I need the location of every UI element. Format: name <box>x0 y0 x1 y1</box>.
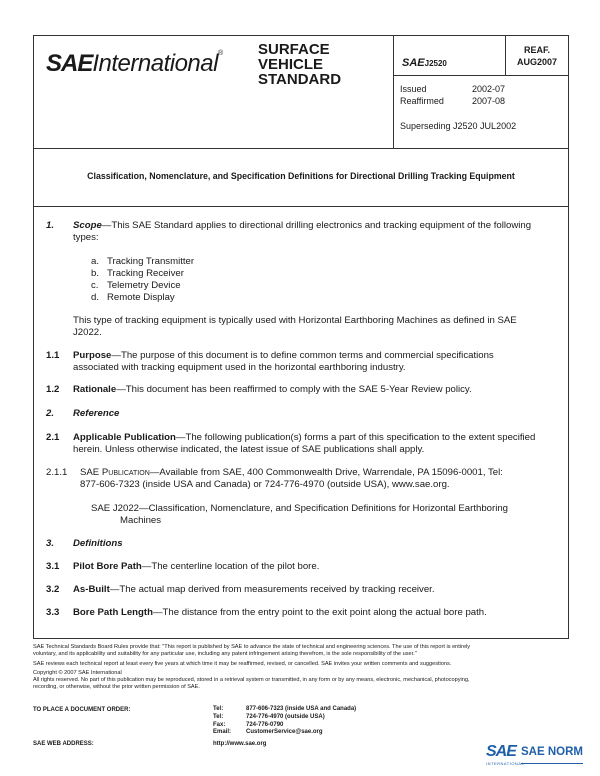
contact-row[interactable] <box>213 729 356 737</box>
s31-definition <box>73 561 319 573</box>
issued-label: Issued <box>400 84 427 94</box>
list-item <box>91 280 194 292</box>
contact-label: Tel: <box>213 706 224 712</box>
superseding: Superseding J2520 JUL2002 <box>400 121 517 131</box>
sae-norm-badge <box>486 743 590 773</box>
s33-definition <box>73 607 487 619</box>
s32-number: 3.2 <box>46 584 60 595</box>
logo-sae: SAE <box>46 50 93 77</box>
footer-legal <box>33 644 573 691</box>
title-bottom-rule <box>33 206 569 207</box>
reaffirmed-value: 2007-08 <box>472 96 506 106</box>
s1-list <box>91 256 194 304</box>
s21-text-b: herein. Unless otherwise indicated, the latest issue of SAE publications shall apply. <box>73 444 425 455</box>
s1-num: 1. <box>46 220 55 231</box>
standard-type-line2: VEHICLE <box>258 56 324 73</box>
footer-rights-b: recording, or otherwise, without the prior written permission of SAE. <box>33 683 200 690</box>
contact-row <box>213 722 356 730</box>
list-item-text: Tracking Receiver <box>107 268 184 279</box>
s2-heading: Reference <box>73 408 120 419</box>
s12-text: —This document has been reaffirmed to comply with the SAE 5-Year Review policy. <box>116 384 472 395</box>
s31-heading: Pilot Bore Path <box>73 561 142 572</box>
badge-sub: INTERNATIONAL <box>486 761 525 766</box>
s1-heading: Scope <box>73 220 102 231</box>
contact-label: Email: <box>213 729 232 736</box>
s211-number: 2.1.1 <box>46 467 68 478</box>
list-item <box>91 268 194 280</box>
s211-ref-a: SAE J2022—Classification, Nomenclature, and Specification Definitions for Horizontal Earthboring <box>91 503 509 514</box>
contact-row <box>213 714 356 722</box>
contact-value: 877-606-7323 (inside USA and Canada) <box>246 706 357 712</box>
document-number <box>402 53 447 71</box>
contact-label: Tel: <box>213 713 224 720</box>
list-item-letter: c. <box>91 280 99 291</box>
s33-number: 3.3 <box>46 607 60 618</box>
s1-text-b: types: <box>73 232 99 243</box>
s1-scope <box>73 220 549 232</box>
s211-publication <box>80 467 503 479</box>
s31-text: —The centerline location of the pilot bore. <box>141 561 320 572</box>
list-item-text: Telemetry Device <box>107 280 181 291</box>
s1-text-a: —This SAE Standard applies to directional drilling electronics and tracking equipment of the following <box>101 220 532 231</box>
reaf-line2: AUG2007 <box>516 57 558 67</box>
s21-number: 2.1 <box>46 432 60 443</box>
s32-definition <box>73 584 435 596</box>
s21-applicable <box>73 432 535 444</box>
list-item <box>91 292 194 304</box>
s3-number: 3. <box>46 538 55 549</box>
standard-type-line1: SURFACE <box>258 41 330 58</box>
s21-heading: Applicable Publication <box>73 432 176 443</box>
s32-text: —The actual map derived from measurements received by tracking receiver. <box>109 584 435 595</box>
contact-label: Fax: <box>213 721 226 728</box>
header-bottom-rule <box>33 148 569 149</box>
s211-label: SAE Publication <box>80 467 150 478</box>
standard-type-line3: STANDARD <box>258 71 342 88</box>
s12-number: 1.2 <box>46 384 60 395</box>
issued-value: 2002-07 <box>472 84 506 94</box>
contact-value: 724-776-4970 (outside USA) <box>246 713 325 720</box>
s11-number: 1.1 <box>46 350 60 361</box>
s32-heading: As-Built <box>73 584 110 595</box>
s1-number <box>46 220 54 232</box>
s3-heading: Definitions <box>73 538 123 549</box>
standard-type <box>258 42 341 87</box>
s12-rationale <box>73 384 472 396</box>
list-item-letter: b. <box>91 268 100 279</box>
list-item <box>91 256 194 268</box>
list-item-letter: d. <box>91 292 100 303</box>
s11-purpose <box>73 350 494 362</box>
s11-text-b: associated with tracking equipment used in the horizontal earthboring industry. <box>73 362 406 373</box>
footer-rules-a: SAE Technical Standards Board Rules provide that: "This report is published by SAE to advance the state of technical and engineering sciences. The use of this report is entirely <box>33 644 471 650</box>
s211-text-a: —Available from SAE, 400 Commonwealth Drive, Warrendale, PA 15096-0001, Tel: <box>149 467 503 478</box>
footer-rights-a: All rights reserved. No part of this publication may be reproduced, stored in a retrieval system or transmitted, in any form or by any means, electronic, mechanical, photocopying, <box>33 677 470 684</box>
logo-tm: ® <box>217 50 224 57</box>
footer-rules-b: voluntary, and its applicability and suitability for any particular use, including any patent infringement arising therefrom, is the sole responsibility of the user." <box>33 650 417 657</box>
reaf-box <box>506 44 568 68</box>
order-label: TO PLACE A DOCUMENT ORDER: <box>33 707 131 713</box>
s1-para-a: This type of tracking equipment is typically used with Horizontal Earthboring Machines as defined in SAE <box>73 315 517 326</box>
list-item-letter: a. <box>91 256 100 267</box>
list-item-text: Tracking Transmitter <box>107 256 195 267</box>
sae-international-logo <box>46 50 223 78</box>
badge-norm: SAE NORM <box>521 746 583 758</box>
web-link[interactable]: http://www.sae.org <box>213 741 267 747</box>
doc-number-sae: SAE <box>402 57 425 69</box>
s33-heading: Bore Path Length <box>73 607 153 618</box>
reaf-line1: REAF. <box>523 45 550 55</box>
footer-review: SAE reviews each technical report at least every five years at which time it may be reaffirmed, revised, or cancelled. SAE invites your written comments and suggestions. <box>33 660 452 667</box>
email-link[interactable]: CustomerService@sae.org <box>246 729 323 736</box>
web-label: SAE WEB ADDRESS: <box>33 741 94 747</box>
header-divider-3 <box>393 75 569 76</box>
s2-number: 2. <box>46 408 55 419</box>
header-divider-1 <box>393 35 394 148</box>
badge-sae: SAE <box>486 743 516 760</box>
s21-text-a: —The following publication(s) forms a part of this specification to the extent specified <box>175 432 536 443</box>
s211-text-b: 877-606-7323 (inside USA and Canada) or 724-776-4970 (outside USA), www.sae.org. <box>80 479 450 490</box>
reaffirmed-label: Reaffirmed <box>400 96 444 106</box>
s11-text-a: —The purpose of this document is to define common terms and commercial specifications <box>111 350 494 361</box>
badge-underline <box>521 763 583 764</box>
footer-copyright: Copyright © 2007 SAE International <box>33 670 122 677</box>
contact-list <box>213 706 356 737</box>
list-item-text: Remote Display <box>107 292 175 303</box>
logo-international: International <box>92 50 218 77</box>
s1-para-b: J2022. <box>73 327 102 338</box>
s11-heading: Purpose <box>73 350 112 361</box>
s211-ref-b: Machines <box>120 515 162 526</box>
doc-number-value: J2520 <box>424 59 447 68</box>
contact-row <box>213 706 356 714</box>
document-title: Classification, Nomenclature, and Specification Definitions for Directional Drilling Tracking Equipment <box>87 171 515 181</box>
s12-heading: Rationale <box>73 384 117 395</box>
s33-text: —The distance from the entry point to the exit point along the actual bore path. <box>152 607 487 618</box>
s31-number: 3.1 <box>46 561 60 572</box>
contact-value: 724-776-0790 <box>246 721 284 728</box>
issued-row <box>400 84 427 94</box>
